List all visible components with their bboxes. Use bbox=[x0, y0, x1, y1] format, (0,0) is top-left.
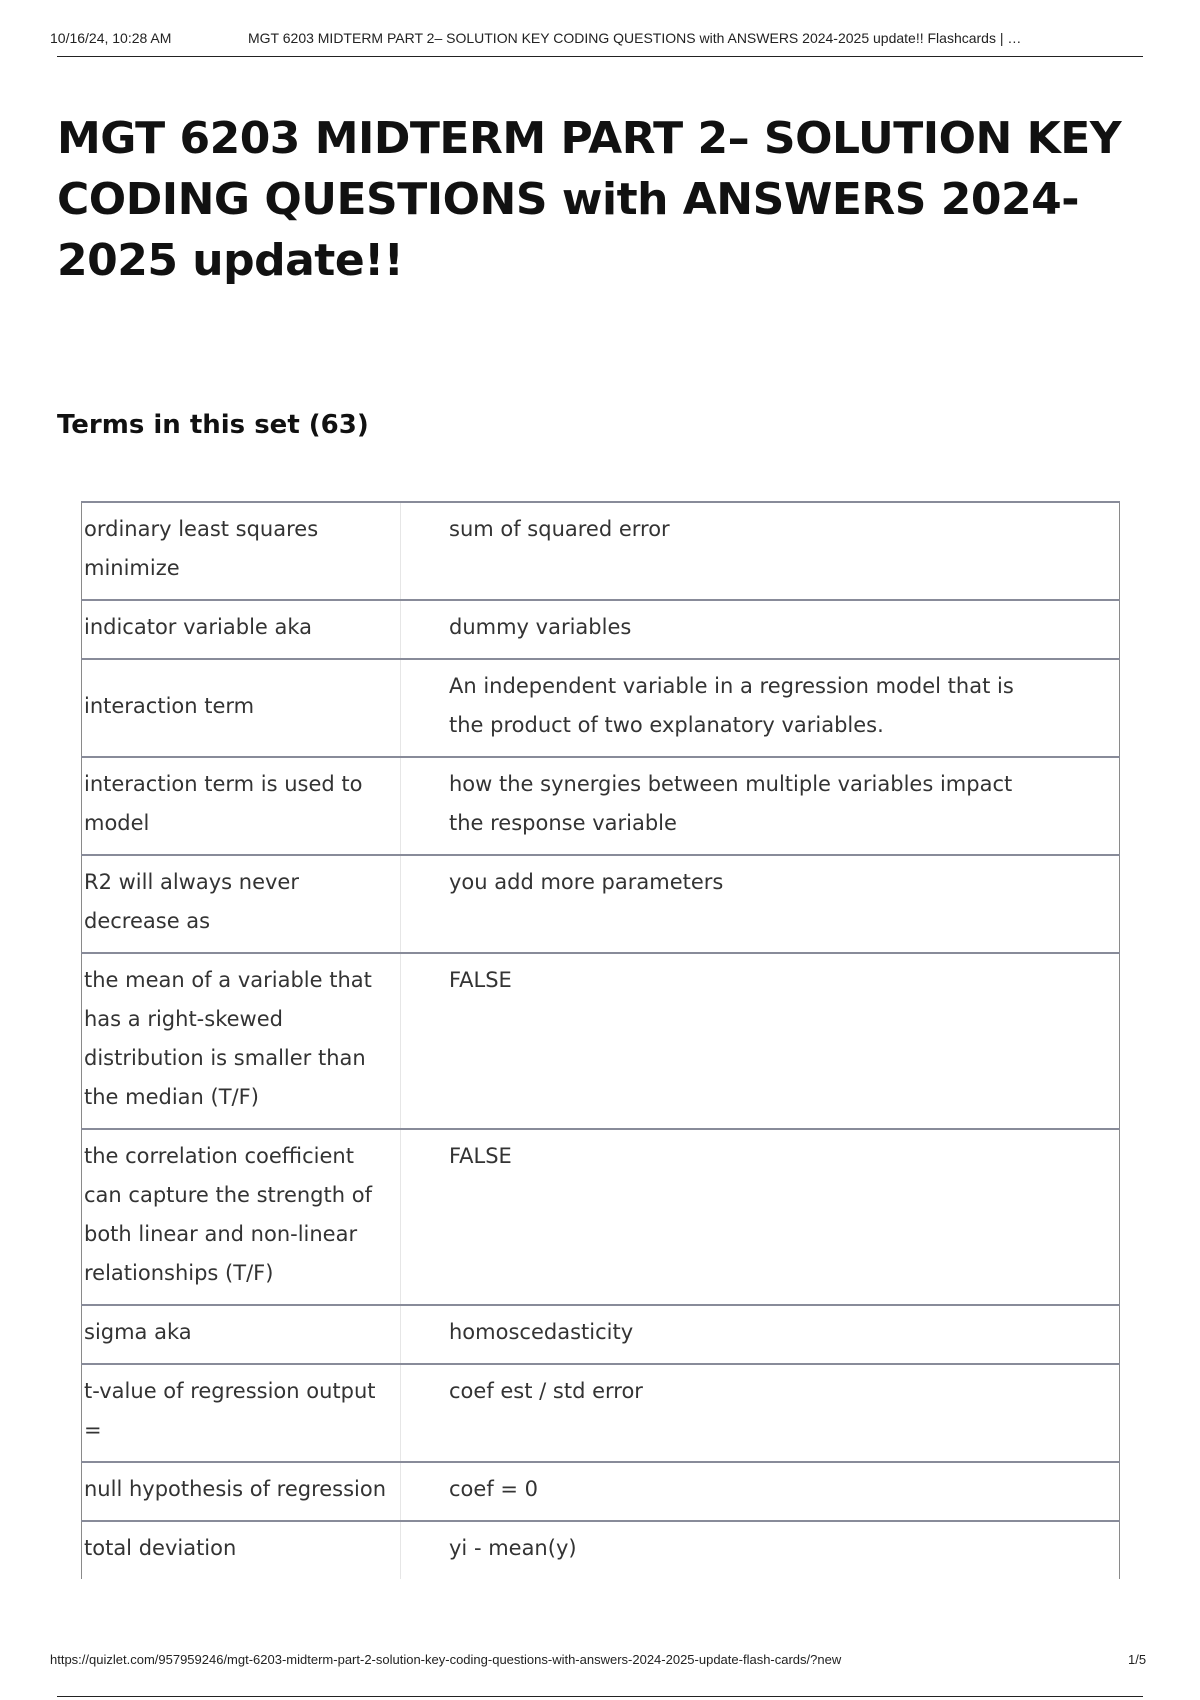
term-row bbox=[82, 757, 1120, 855]
term-row bbox=[82, 953, 1120, 1129]
terms-table bbox=[81, 501, 1120, 1579]
term-text: interaction term is used to model bbox=[82, 757, 401, 855]
definition-text: coef est / std error bbox=[401, 1364, 1120, 1462]
term-text: sigma aka bbox=[82, 1305, 401, 1364]
page-number: 1/5 bbox=[1128, 1652, 1147, 1667]
term-text: the mean of a variable that has a right-skewed distribution is smaller than the median (T/F) bbox=[82, 953, 401, 1129]
terms-count-heading: Terms in this set (63) bbox=[57, 410, 369, 440]
definition-text: FALSE bbox=[401, 953, 1120, 1129]
term-text: ordinary least squares minimize bbox=[82, 502, 401, 600]
term-text: the correlation coefficient can capture the strength of both linear and non-linear relationships (T/F) bbox=[82, 1129, 401, 1305]
definition-text: An independent variable in a regression model that is the product of two explanatory variables. bbox=[401, 659, 1120, 757]
term-row bbox=[82, 502, 1120, 600]
term-text: R2 will always never decrease as bbox=[82, 855, 401, 953]
definition-text: yi - mean(y) bbox=[401, 1521, 1120, 1579]
page-title: MGT 6203 MIDTERM PART 2– SOLUTION KEY CODING QUESTIONS with ANSWERS 2024-2025 update!! bbox=[57, 113, 1122, 286]
definition-text: you add more parameters bbox=[401, 855, 1120, 953]
term-text: interaction term bbox=[82, 659, 401, 757]
term-text: indicator variable aka bbox=[82, 600, 401, 659]
header-divider bbox=[57, 56, 1143, 57]
term-row bbox=[82, 659, 1120, 757]
definition-text: sum of squared error bbox=[401, 502, 1120, 600]
term-row bbox=[82, 1129, 1120, 1305]
print-doc-title: MGT 6203 MIDTERM PART 2– SOLUTION KEY CODING QUESTIONS with ANSWERS 2024-2025 update!! Flashcards | … bbox=[248, 30, 1022, 46]
term-row bbox=[82, 1305, 1120, 1364]
term-row bbox=[82, 600, 1120, 659]
term-text: t-value of regression output = bbox=[82, 1364, 401, 1462]
term-row bbox=[82, 1462, 1120, 1521]
term-row bbox=[82, 1521, 1120, 1579]
footer-divider bbox=[57, 1696, 1143, 1697]
print-url: https://quizlet.com/957959246/mgt-6203-midterm-part-2-solution-key-coding-questions-with-answers-2024-2025-update-flash-cards/?new bbox=[50, 1652, 842, 1667]
definition-text: coef = 0 bbox=[401, 1462, 1120, 1521]
print-datetime: 10/16/24, 10:28 AM bbox=[50, 30, 172, 46]
definition-text: FALSE bbox=[401, 1129, 1120, 1305]
definition-text: homoscedasticity bbox=[401, 1305, 1120, 1364]
definition-text: how the synergies between multiple variables impact the response variable bbox=[401, 757, 1120, 855]
term-text: null hypothesis of regression bbox=[82, 1462, 401, 1521]
definition-text: dummy variables bbox=[401, 600, 1120, 659]
term-row bbox=[82, 1364, 1120, 1462]
term-row bbox=[82, 855, 1120, 953]
term-text: total deviation bbox=[82, 1521, 401, 1579]
